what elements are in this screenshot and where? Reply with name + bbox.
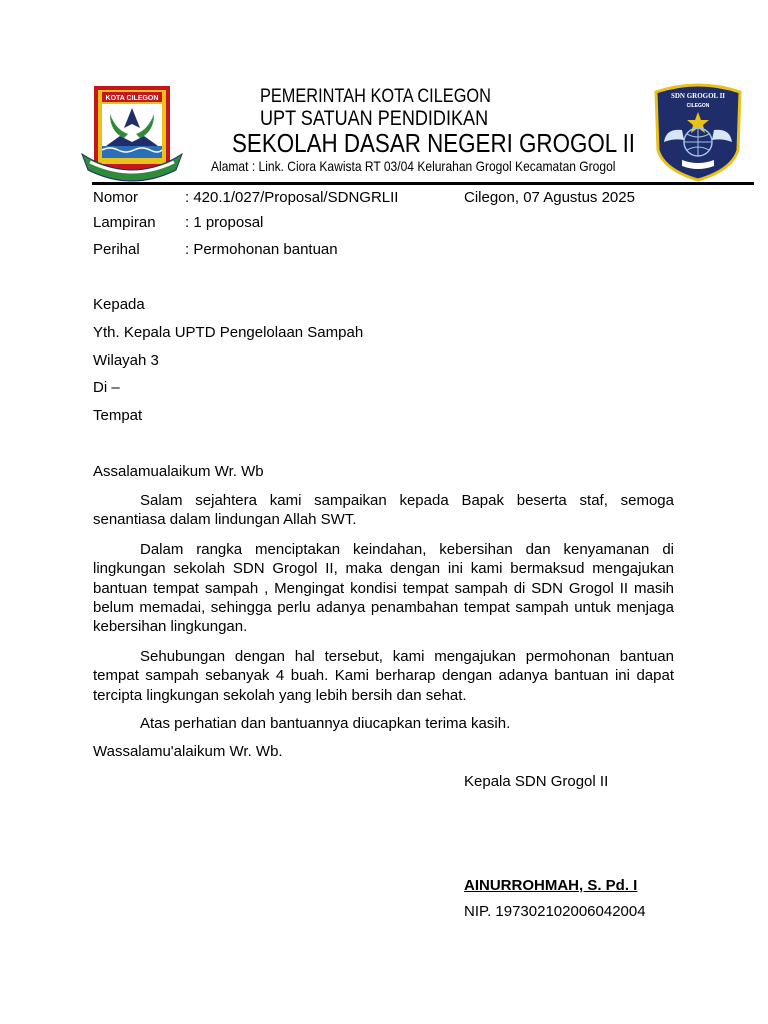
- recipient-line-1: Kepada: [93, 296, 145, 313]
- shield-subtitle: CILEGON: [686, 103, 710, 109]
- paragraph-1: Salam sejahtera kami sampaikan kepada Bapak beserta staf, semoga senantiasa dalam lindungan Allah SWT.: [93, 492, 674, 529]
- nomor-value: : 420.1/027/Proposal/SDNGRLII: [185, 189, 399, 206]
- letterhead-divider: [92, 182, 754, 185]
- kota-cilegon-crest-logo: [80, 84, 184, 184]
- unit-name: UPT SATUAN PENDIDIKAN: [260, 107, 489, 130]
- government-name: PEMERINTAH KOTA CILEGON: [260, 86, 491, 107]
- shield-title: SDN GROGOL II: [670, 92, 726, 100]
- recipient-line-2: Yth. Kepala UPTD Pengelolaan Sampah: [93, 324, 364, 341]
- paragraph-4: Atas perhatian dan bantuannya diucapkan terima kasih.: [140, 715, 511, 732]
- greeting: Assalamualaikum Wr. Wb: [93, 463, 264, 480]
- recipient-line-4: Di –: [93, 379, 120, 396]
- lampiran-value: : 1 proposal: [185, 214, 264, 231]
- recipient-line-5: Tempat: [93, 407, 143, 424]
- school-name: SEKOLAH DASAR NEGERI GROGOL II: [232, 128, 636, 158]
- signatory-nip: NIP. 197302102006042004: [464, 903, 646, 920]
- signatory-title: Kepala SDN Grogol II: [464, 773, 609, 790]
- school-address: Alamat : Link. Ciora Kawista RT 03/04 Kelurahan Grogol Kecamatan Grogol: [211, 158, 616, 174]
- perihal-value: : Permohonan bantuan: [185, 241, 338, 258]
- signatory-name: AINURROHMAH, S. Pd. I: [464, 877, 638, 894]
- sdn-grogol-shield-logo: [652, 80, 744, 182]
- lampiran-label: Lampiran: [93, 214, 156, 231]
- recipient-line-3: Wilayah 3: [93, 352, 159, 369]
- crest-label: KOTA CILEGON: [105, 95, 159, 102]
- nomor-label: Nomor: [93, 189, 139, 206]
- paragraph-3: Sehubungan dengan hal tersebut, kami mengajukan permohonan bantuan tempat sampah sebanyak 4 buah. Kami berharap dengan adanya bantuan ini dapat tercipta lingkungan sekolah yang lebih bersih dan sehat.: [93, 648, 674, 704]
- perihal-label: Perihal: [93, 241, 140, 258]
- paragraph-2: Dalam rangka menciptakan keindahan, kebersihan dan kenyamanan di lingkungan sekolah SDN Grogol II, maka dengan ini kami bermaksud mengajukan bantuan tempat sampah , Mengingat kondisi tempat sampah di SDN Grogol II masih belum memadai, sehingga perlu adanya penambahan tempat sampah untuk menjaga kebersihan lingkungan.: [93, 541, 674, 636]
- letter-date: Cilegon, 07 Agustus 2025: [464, 189, 635, 206]
- closing-salutation: Wassalamu'alaikum Wr. Wb.: [93, 743, 283, 760]
